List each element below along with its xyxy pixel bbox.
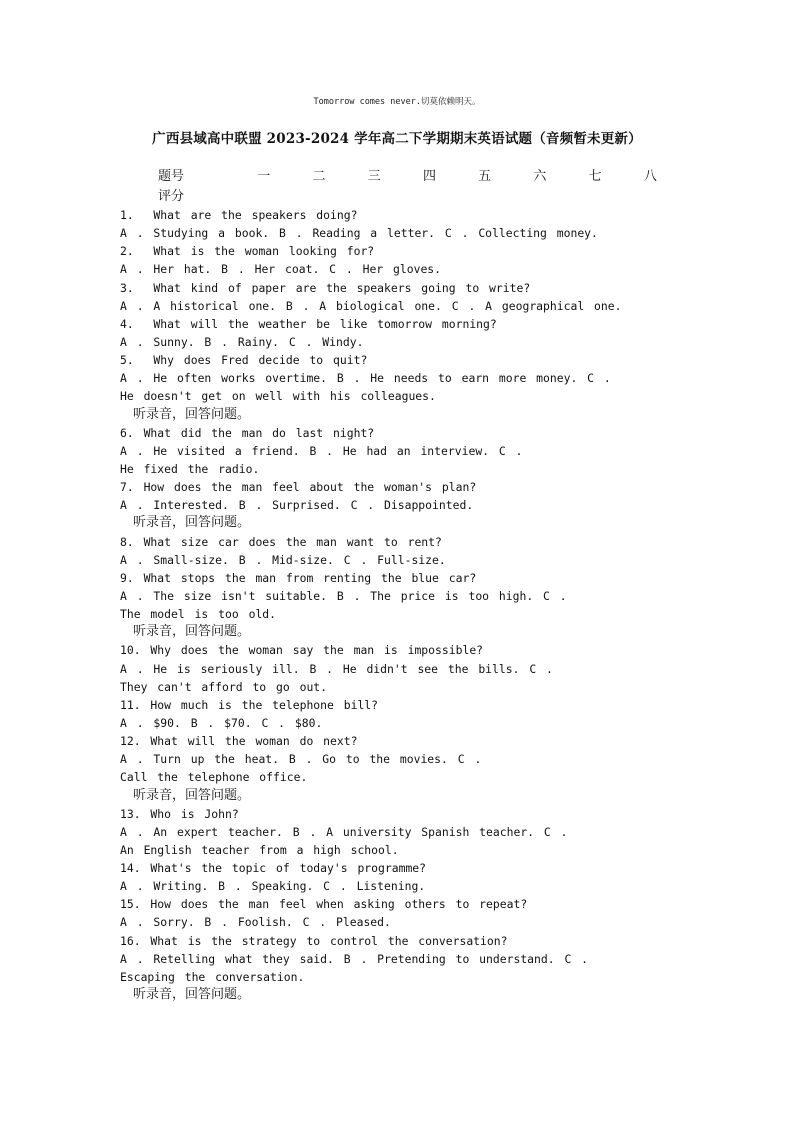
section-header-6: 六 bbox=[533, 168, 547, 184]
question-line: A . Sorry. B . Foolish. C . Pleased. bbox=[120, 915, 391, 930]
question-line: An English teacher from a high school. bbox=[120, 842, 399, 857]
question-line: 1. What are the speakers doing? bbox=[120, 208, 358, 222]
question-line: 9. What stops the man from renting the blue car? bbox=[120, 570, 477, 585]
question-line: A . The size isn't suitable. B . The price is too high. C . bbox=[120, 588, 567, 603]
question-line: A . He often works overtime. B . He needs to earn more money. C . bbox=[120, 371, 611, 386]
question-line: Call the telephone office. bbox=[120, 770, 308, 785]
listening-instruction: 听录音，回答问题。 bbox=[133, 987, 251, 1003]
question-line: 8. What size car does the man want to rent? bbox=[120, 534, 442, 549]
question-line: A . $90. B . $70. C . $80. bbox=[120, 715, 323, 730]
score-label: 评分 bbox=[158, 188, 185, 204]
question-line: 16. What is the strategy to control the conversation? bbox=[120, 933, 508, 948]
question-line: Escaping the conversation. bbox=[120, 969, 305, 984]
question-line: 7. How does the man feel about the woman's plan? bbox=[120, 480, 477, 495]
question-line: 2. What is the woman looking for? bbox=[120, 244, 375, 259]
question-line: 10. Why does the woman say the man is impossible? bbox=[120, 643, 484, 658]
page-title: 广西县域高中联盟 2023-2024 学年高二下学期期末英语试题（音频暂未更新） bbox=[152, 131, 642, 147]
question-line: A . He visited a friend. B . He had an interview. C . bbox=[120, 443, 523, 458]
question-line: 4. What will the weather be like tomorrow morning? bbox=[120, 316, 497, 331]
question-line: 13. Who is John? bbox=[120, 806, 239, 821]
question-line: 3. What kind of paper are the speakers going to write? bbox=[120, 280, 531, 295]
question-line: 11. How much is the telephone bill? bbox=[120, 697, 379, 712]
question-line: A . Turn up the heat. B . Go to the movies. C . bbox=[120, 752, 482, 767]
section-header-5: 五 bbox=[478, 168, 492, 184]
section-header-7: 七 bbox=[588, 168, 602, 184]
score-table bbox=[158, 164, 678, 204]
question-line: A . Her hat. B . Her coat. C . Her gloves. bbox=[120, 262, 442, 277]
section-header-2: 二 bbox=[312, 168, 326, 184]
question-line: He fixed the radio. bbox=[120, 461, 260, 476]
question-line: A . An expert teacher. B . A university Spanish teacher. C . bbox=[120, 824, 568, 839]
question-line: A . Studying a book. B . Reading a letter. C . Collecting money. bbox=[120, 226, 598, 241]
question-line: A . Retelling what they said. B . Pretending to understand. C . bbox=[120, 951, 589, 966]
question-list bbox=[120, 206, 680, 1004]
question-line: 6. What did the man do last night? bbox=[120, 425, 375, 440]
question-line: He doesn't get on well with his colleagues. bbox=[120, 389, 436, 404]
question-line: 14. What's the topic of today's programme? bbox=[120, 861, 427, 876]
question-line: A . Writing. B . Speaking. C . Listening. bbox=[120, 879, 426, 894]
question-line: 5. Why does Fred decide to quit? bbox=[120, 353, 368, 368]
question-line: A . Sunny. B . Rainy. C . Windy. bbox=[120, 334, 364, 349]
listening-instruction: 听录音，回答问题。 bbox=[133, 406, 251, 422]
header-motto: Tomorrow comes never.切莫依赖明天。 bbox=[313, 97, 481, 107]
section-header-4: 四 bbox=[422, 168, 436, 184]
score-table-score-row bbox=[158, 184, 678, 204]
question-line: The model is too old. bbox=[120, 607, 277, 622]
question-line: They can't afford to go out. bbox=[120, 679, 328, 694]
question-line: 15. How does the man feel when asking others to repeat? bbox=[120, 897, 528, 912]
score-table-header-row bbox=[158, 164, 678, 184]
listening-instruction: 听录音，回答问题。 bbox=[133, 624, 251, 640]
listening-instruction: 听录音，回答问题。 bbox=[133, 787, 251, 803]
question-line: A . A historical one. B . A biological one. C . A geographical one. bbox=[120, 298, 622, 313]
listening-instruction: 听录音，回答问题。 bbox=[133, 515, 251, 531]
section-header-3: 三 bbox=[367, 168, 381, 184]
question-line: 12. What will the woman do next? bbox=[120, 734, 358, 749]
question-line: A . Interested. B . Surprised. C . Disappointed. bbox=[120, 498, 474, 513]
question-number-label: 题号 bbox=[158, 168, 185, 184]
section-header-8: 八 bbox=[643, 168, 657, 184]
question-line: A . Small-size. B . Mid-size. C . Full-size. bbox=[120, 552, 446, 567]
section-header-1: 一 bbox=[257, 168, 271, 184]
question-line: A . He is seriously ill. B . He didn't see the bills. C . bbox=[120, 661, 553, 676]
